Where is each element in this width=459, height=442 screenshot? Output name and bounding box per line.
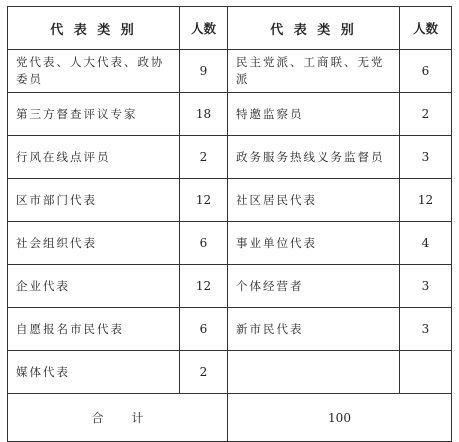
category-cell — [228, 351, 400, 394]
count-cell: 6 — [180, 222, 228, 265]
count-cell: 12 — [180, 265, 228, 308]
category-cell: 政务服务热线义务监督员 — [228, 136, 400, 179]
category-cell: 特邀监察员 — [228, 93, 400, 136]
total-value: 100 — [228, 394, 452, 442]
count-cell — [400, 351, 452, 394]
category-cell: 自愿报名市民代表 — [8, 308, 180, 351]
category-cell: 第三方督查评议专家 — [8, 93, 180, 136]
category-cell: 新市民代表 — [228, 308, 400, 351]
category-cell: 社会组织代表 — [8, 222, 180, 265]
count-cell: 2 — [400, 93, 452, 136]
category-cell: 区市部门代表 — [8, 179, 180, 222]
category-cell: 事业单位代表 — [228, 222, 400, 265]
count-cell: 4 — [400, 222, 452, 265]
count-cell: 6 — [400, 50, 452, 93]
total-row — [8, 394, 452, 442]
table-row — [8, 265, 452, 308]
count-cell: 2 — [180, 136, 228, 179]
category-cell: 党代表、人大代表、政协委员 — [8, 50, 180, 93]
count-cell: 12 — [400, 179, 452, 222]
category-cell: 行风在线点评员 — [8, 136, 180, 179]
category-cell: 民主党派、工商联、无党派 — [228, 50, 400, 93]
count-cell: 12 — [180, 179, 228, 222]
count-cell: 3 — [400, 308, 452, 351]
category-cell: 媒体代表 — [8, 351, 180, 394]
table-row — [8, 308, 452, 351]
count-cell: 6 — [180, 308, 228, 351]
table-row — [8, 351, 452, 394]
table-row — [8, 179, 452, 222]
header-count-left: 人数 — [180, 7, 228, 50]
table-row — [8, 136, 452, 179]
count-cell: 18 — [180, 93, 228, 136]
category-cell: 企业代表 — [8, 265, 180, 308]
count-cell: 3 — [400, 265, 452, 308]
header-row — [8, 7, 452, 50]
header-category-left: 代 表 类 别 — [8, 7, 180, 50]
header-count-right: 人数 — [400, 7, 452, 50]
table-row — [8, 93, 452, 136]
count-cell: 2 — [180, 351, 228, 394]
table-row — [8, 50, 452, 93]
category-cell: 个体经营者 — [228, 265, 400, 308]
representatives-table — [7, 6, 452, 442]
count-cell: 3 — [400, 136, 452, 179]
total-label-cell — [8, 394, 228, 442]
table-row — [8, 222, 452, 265]
category-cell: 社区居民代表 — [228, 179, 400, 222]
count-cell: 9 — [180, 50, 228, 93]
header-category-right: 代 表 类 别 — [228, 7, 400, 50]
total-label: 合计 — [91, 411, 172, 425]
